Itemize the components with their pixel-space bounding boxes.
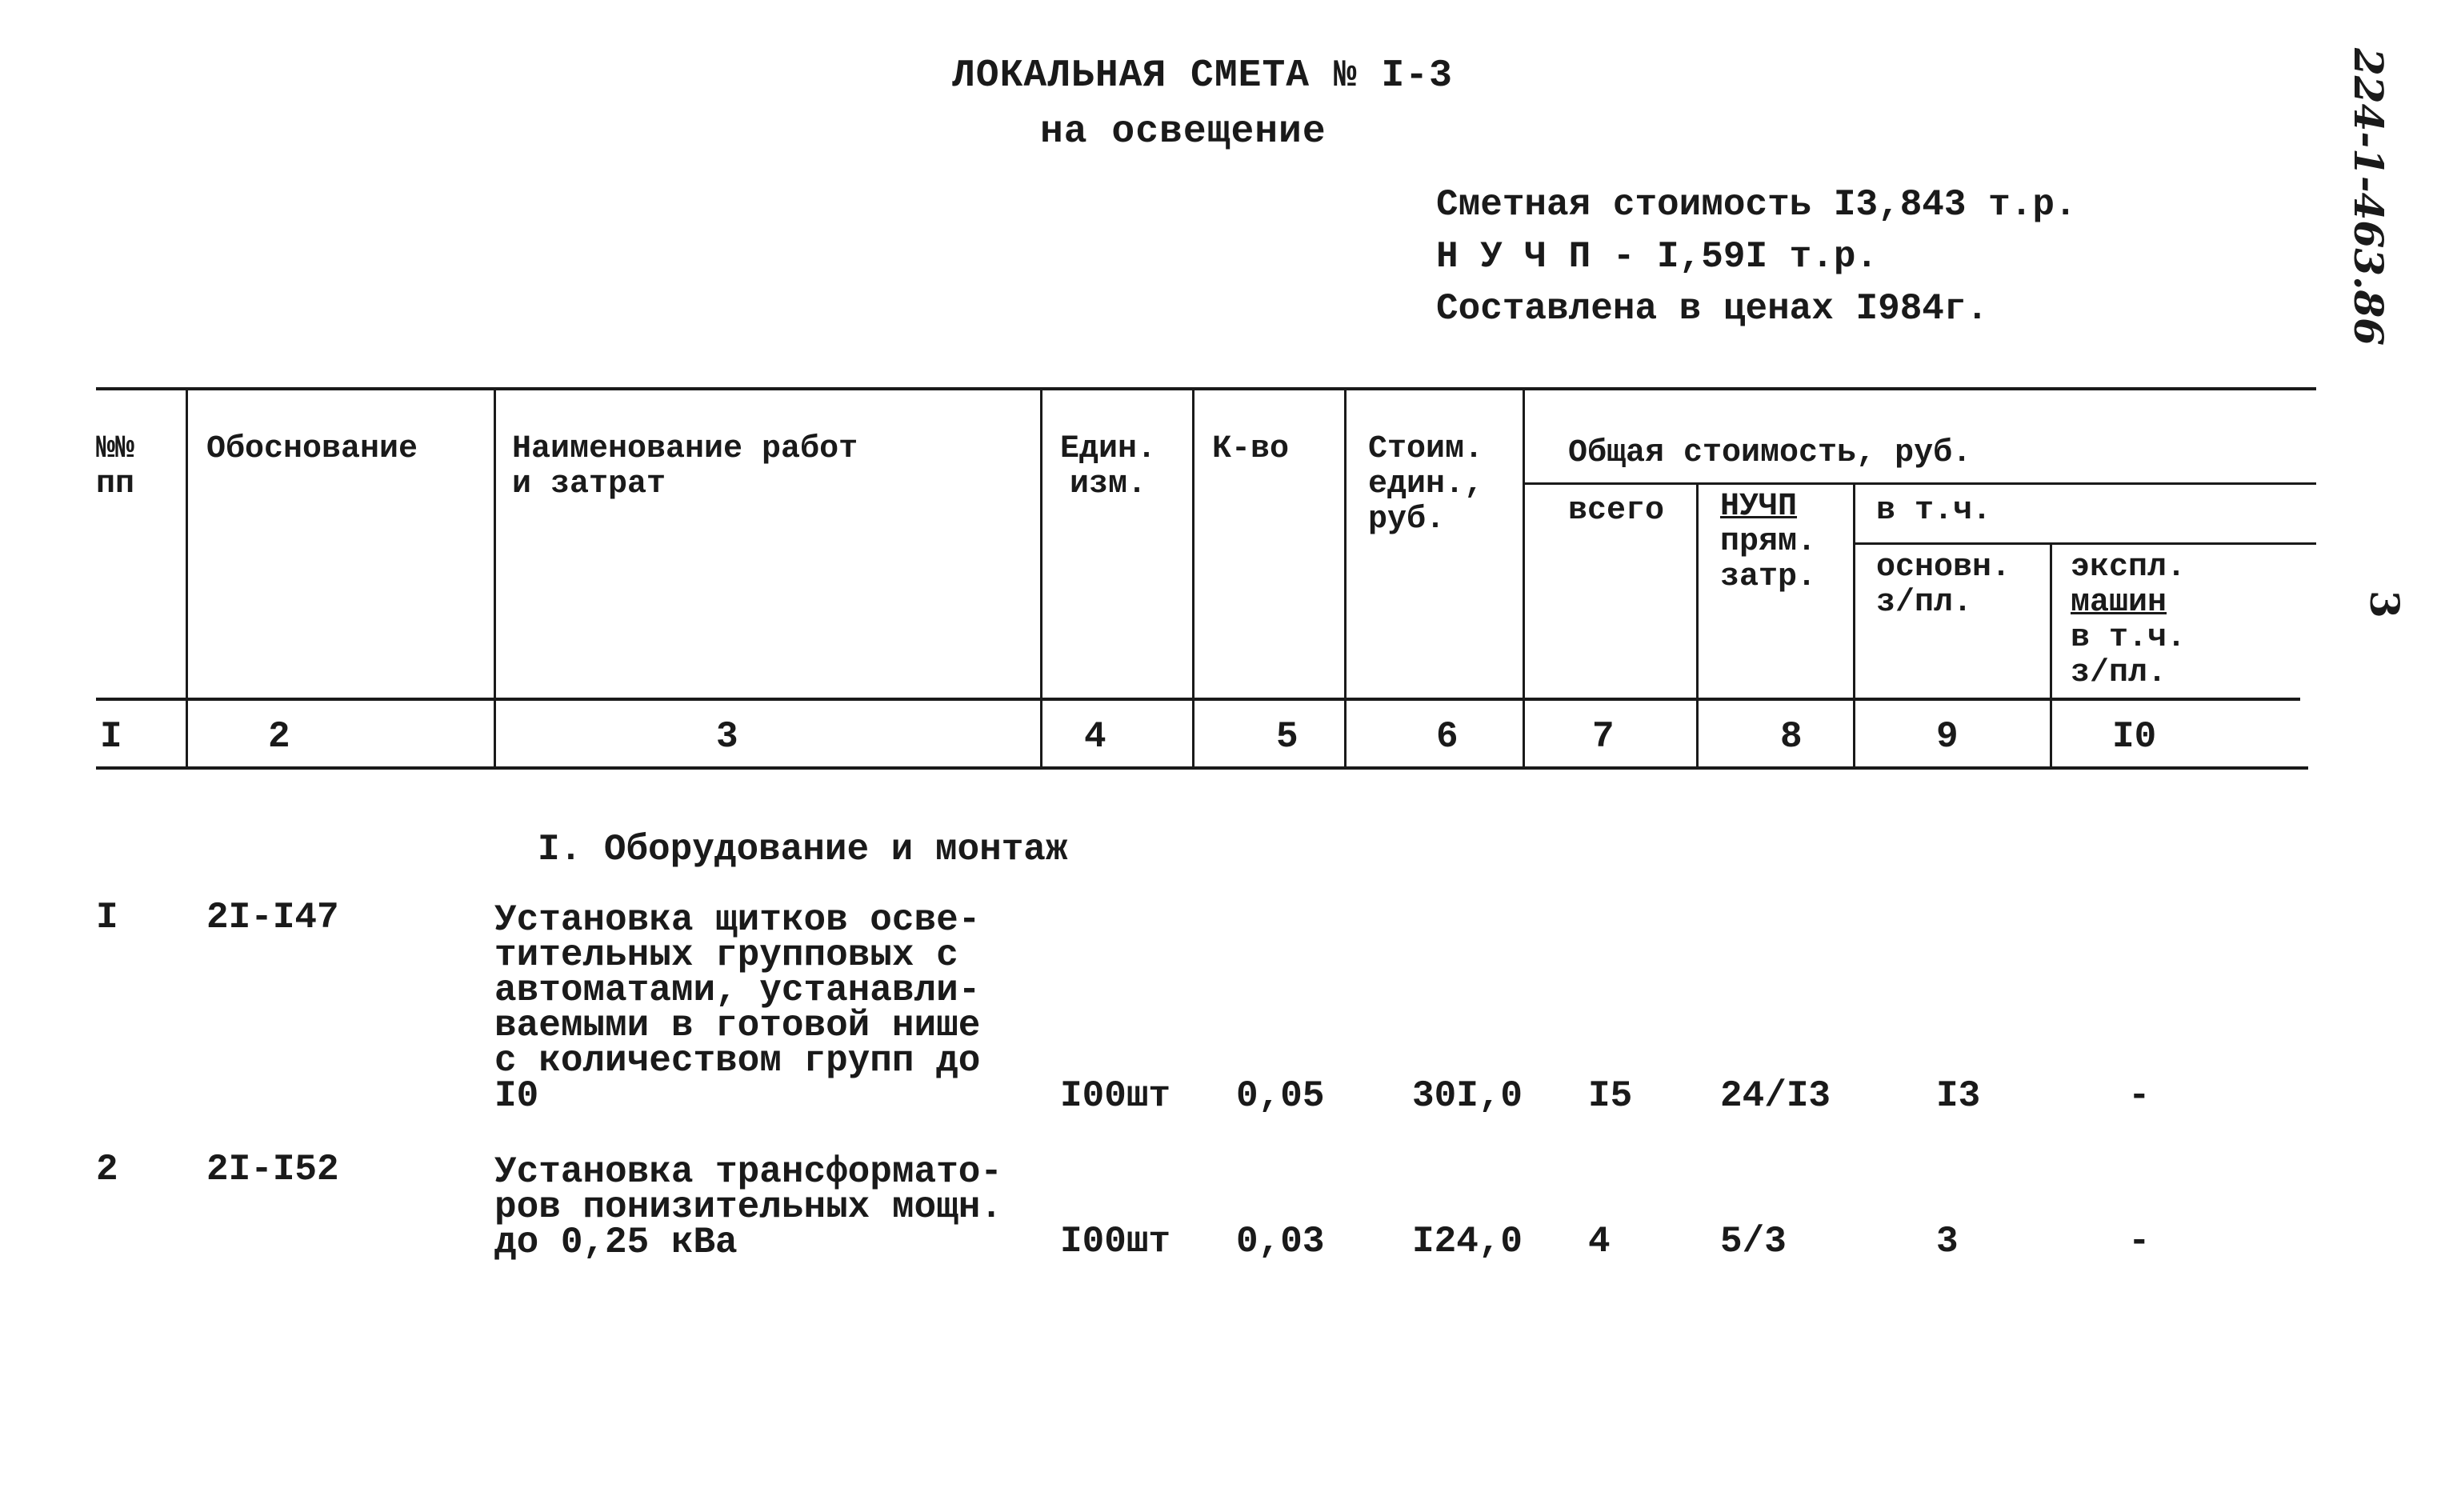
row-2-unit-cost: I24,0 bbox=[1412, 1221, 1523, 1262]
header-quantity: К-во bbox=[1212, 431, 1290, 467]
row-1-quantity: 0,05 bbox=[1236, 1075, 1325, 1117]
column-numbers-bottom-border bbox=[96, 766, 2308, 770]
col-divider-2 bbox=[494, 389, 496, 768]
column-number-5: 5 bbox=[1276, 716, 1299, 758]
col-divider-9 bbox=[2050, 544, 2052, 768]
row-1-base-wage: I3 bbox=[1936, 1075, 1981, 1117]
row-1-unit: I00шт bbox=[1060, 1075, 1171, 1117]
column-number-6: 6 bbox=[1436, 716, 1459, 758]
row-2-unit: I00шт bbox=[1060, 1221, 1171, 1262]
row-2-number: 2 bbox=[96, 1149, 118, 1190]
row-1-total: I5 bbox=[1588, 1075, 1633, 1117]
subgroup-divider bbox=[1855, 542, 2316, 545]
estimated-cost: Сметная стоимость I3,843 т.р. bbox=[1436, 184, 2077, 226]
row-2-total: 4 bbox=[1588, 1221, 1611, 1262]
section-title: I. Оборудование и монтаж bbox=[538, 829, 1068, 870]
row-2-quantity: 0,03 bbox=[1236, 1221, 1325, 1262]
header-machines: экспл. машин в т.ч. з/пл. bbox=[2071, 550, 2187, 691]
column-number-2: 2 bbox=[268, 716, 290, 758]
col-divider-4 bbox=[1192, 389, 1194, 768]
column-number-9: 9 bbox=[1936, 716, 1959, 758]
col-divider-8 bbox=[1853, 484, 1855, 768]
row-1-machines: - bbox=[2128, 1075, 2151, 1117]
page-number: 3 bbox=[2361, 590, 2408, 618]
col-divider-5 bbox=[1344, 389, 1347, 768]
table-top-border bbox=[96, 387, 2316, 390]
header-base-wage: основн. з/пл. bbox=[1876, 550, 2011, 621]
column-number-3: 3 bbox=[716, 716, 738, 758]
row-2-work-name: Установка трансформато- ров понизительных мощн. до 0,25 кВа bbox=[494, 1151, 1002, 1263]
column-number-10: I0 bbox=[2112, 716, 2157, 758]
col-divider-6 bbox=[1523, 389, 1525, 768]
nuchp-cost: Н У Ч П - I,59I т.р. bbox=[1436, 236, 1879, 278]
header-total: всего bbox=[1568, 493, 1665, 529]
row-2-nuchp: 5/3 bbox=[1720, 1221, 1787, 1262]
document-title: ЛОКАЛЬНАЯ СМЕТА № I-3 bbox=[952, 54, 1453, 98]
col-divider-1 bbox=[186, 389, 188, 768]
header-work-name: Наименование работ и затрат bbox=[512, 431, 858, 502]
row-1-nuchp: 24/I3 bbox=[1720, 1075, 1831, 1117]
header-including: в т.ч. bbox=[1876, 493, 1992, 529]
row-1-basis: 2I-I47 bbox=[206, 897, 339, 938]
column-number-1: I bbox=[100, 716, 122, 758]
header-col1: №№ пп bbox=[96, 431, 135, 502]
header-unit: Един. изм. bbox=[1060, 431, 1157, 502]
row-2-machines: - bbox=[2128, 1221, 2151, 1262]
header-unit-cost: Стоим. един., руб. bbox=[1368, 431, 1484, 538]
row-1-number: I bbox=[96, 897, 118, 938]
col-divider-7 bbox=[1696, 484, 1699, 768]
header-basis: Обоснование bbox=[206, 431, 418, 467]
group-divider bbox=[1524, 482, 2316, 485]
document-code: 224-1-463.86 bbox=[2345, 48, 2392, 346]
header-bottom-border bbox=[96, 698, 2300, 701]
column-number-4: 4 bbox=[1084, 716, 1106, 758]
column-number-8: 8 bbox=[1780, 716, 1803, 758]
row-2-basis: 2I-I52 bbox=[206, 1149, 339, 1190]
column-number-7: 7 bbox=[1592, 716, 1615, 758]
price-basis: Составлена в ценах I984г. bbox=[1436, 288, 1989, 330]
row-1-unit-cost: 30I,0 bbox=[1412, 1075, 1523, 1117]
document-subtitle: на освещение bbox=[1040, 110, 1327, 154]
header-nuchp: НУЧП прям. затр. bbox=[1720, 489, 1817, 595]
row-1-work-name: Установка щитков осве- тительных групповых с автоматами, устанавли- ваемыми в готовой нише с количеством групп до I0 bbox=[494, 899, 981, 1117]
row-2-base-wage: 3 bbox=[1936, 1221, 1959, 1262]
header-total-cost-group: Общая стоимость, руб. bbox=[1568, 435, 1972, 471]
col-divider-3 bbox=[1040, 389, 1042, 768]
